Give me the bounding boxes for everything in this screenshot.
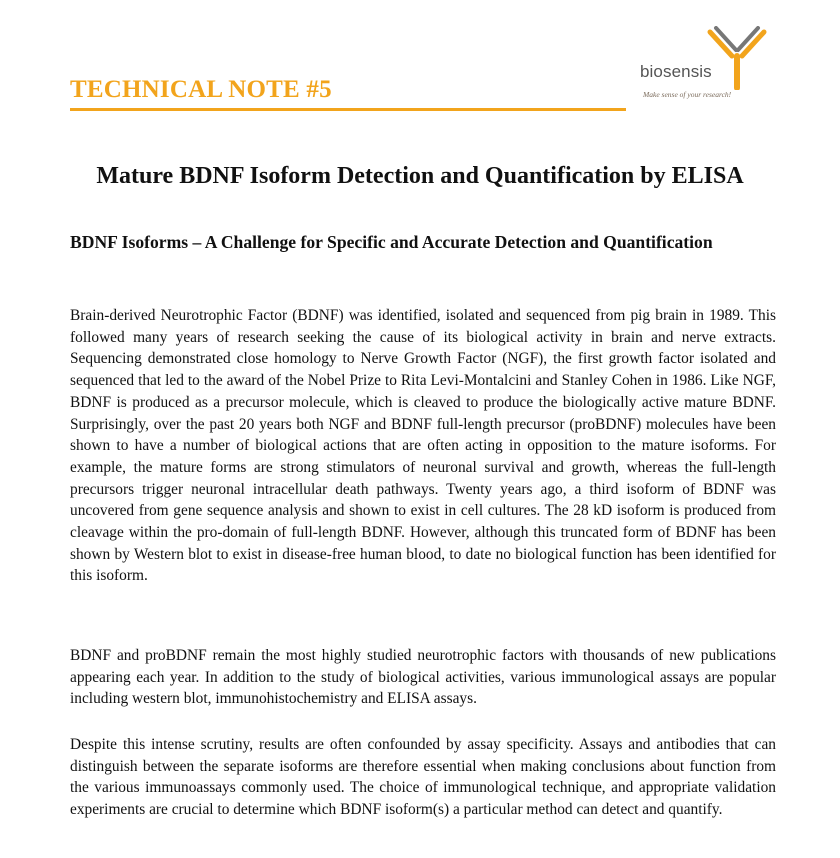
- document-title: Mature BDNF Isoform Detection and Quantification by ELISA: [96, 163, 744, 189]
- company-logo: [640, 26, 780, 106]
- section-heading: BDNF Isoforms – A Challenge for Specific and Accurate Detection and Quantification: [70, 232, 713, 252]
- header-divider: [70, 108, 626, 111]
- paragraph-assay-specificity: Despite this intense scrutiny, results are often confounded by assay specificity. Assays and antibodies that can distinguish between the separate isoforms are therefore essential when making conclusions about function from the various immunoassays commonly used. The choice of immunological technique, and appropriate validation experiments are crucial to determine which BDNF isoform(s) a particular method can detect and quantify.: [70, 736, 776, 819]
- antibody-y-icon: [702, 26, 772, 90]
- logo-tagline: Make sense of your research!: [643, 90, 732, 99]
- logo-wordmark: biosensis: [640, 62, 712, 81]
- paragraph-isoform-history: Brain-derived Neurotrophic Factor (BDNF) was identified, isolated and sequenced from pig brain in 1989. This followed many years of research seeking the cause of its biological activity in brain and nerve extracts. Sequencing demonstrated close homology to Nerve Growth Factor (NGF), the first growth factor isolated and sequenced that led to the award of the Nobel Prize to Rita Levi-Montalcini and Stanley Cohen in 1986. Like NGF, BDNF is produced as a precursor molecule, which is cleaved to produce the biologically active mature BDNF. Surprisingly, over the past 20 years both NGF and BDNF full-length precursor (proBDNF) molecules have been shown to have a number of biological actions that are often acting in opposition to the mature isoforms. For example, the mature forms are strong stimulators of neuronal survival and growth, whereas the full-length precursors trigger neuronal intracellular death pathways. Twenty years ago, a third isoform of BDNF was uncovered from gene sequence analysis and shown to exist in cell cultures. The 28 kD isoform is produced from cleavage within the pro-domain of full-length BDNF. However, although this truncated form of BDNF has been shown by Western blot to exist in disease-free human blood, to date no biological function has been identified for this isoform.: [70, 307, 776, 585]
- paragraph-research-volume: BDNF and proBDNF remain the most highly studied neurotrophic factors with thousands of new publications appearing each year. In addition to the study of biological activities, various immunological assays are popular including western blot, immunohistochemistry and ELISA assays.: [70, 647, 776, 708]
- technical-note-label: TECHNICAL NOTE #5: [70, 76, 332, 103]
